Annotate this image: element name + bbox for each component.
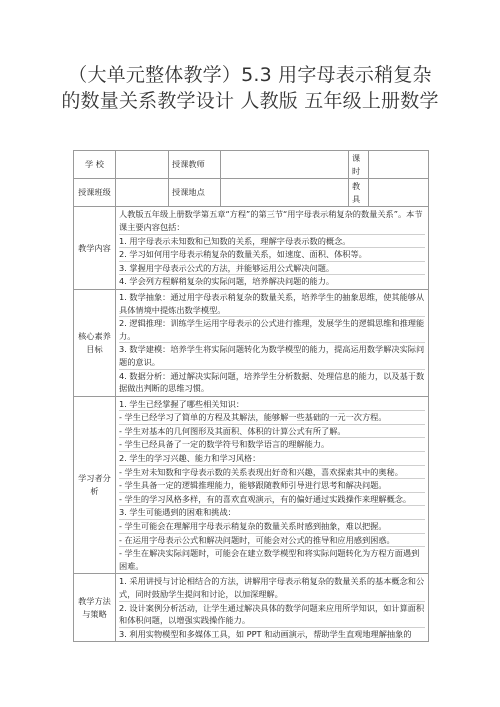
tools-label: 教具 bbox=[349, 179, 369, 207]
content-row bbox=[74, 207, 429, 290]
learner-item: - 学生可能会在理解用字母表示稍复杂的数量关系时感到抽象，难以把握。 bbox=[119, 519, 425, 533]
learner-body bbox=[116, 396, 429, 574]
header-row-1 bbox=[74, 151, 429, 179]
learner-item: - 在运用字母表示公式和解决问题时，可能会对公式的推导和应用感到困惑。 bbox=[119, 533, 425, 547]
tools-value bbox=[369, 179, 429, 207]
content-item: 1. 用字母表示未知数和已知数的关系，理解字母表示数的概念。 bbox=[119, 234, 425, 248]
learner-label: 学习者分析 bbox=[74, 396, 116, 574]
literacy-item: 4. 数据分析：通过解决实际问题，培养学生分析数据、处理信息的能力，以及基于数据做出判断的思维习惯。 bbox=[119, 370, 425, 394]
content-body bbox=[116, 207, 429, 290]
content-item: 4. 学会列方程解稍复杂的实际问题，培养解决问题的能力。 bbox=[119, 274, 425, 288]
hours-label: 课时 bbox=[349, 151, 369, 179]
content-label: 教学内容 bbox=[74, 207, 116, 290]
learner-item: 1. 学生已经掌握了哪些相关知识： bbox=[119, 398, 245, 409]
school-label: 学 校 bbox=[74, 151, 116, 179]
learner-item: - 学生具备一定的逻辑推理能力，能够跟随教师引导进行思考和解决问题。 bbox=[119, 478, 425, 492]
content-item: 2. 学习如何用字母表示稍复杂的数量关系，如速度、面积、体积等。 bbox=[119, 247, 425, 261]
learner-item: 2. 学生的学习兴趣、能力和学习风格： bbox=[119, 451, 425, 465]
place-label: 授课地点 bbox=[169, 179, 221, 207]
methods-item: 3. 利用实物模型和多媒体工具，如 PPT 和动画演示，帮助学生直观地理解抽象的 bbox=[119, 627, 425, 641]
teacher-value bbox=[221, 151, 349, 179]
lesson-plan-table bbox=[73, 150, 429, 642]
methods-body bbox=[116, 574, 429, 642]
content-intro: 人教版五年级上册数学第五章“方程”的第三节“用字母表示稍复杂的数量关系”。本节课主要内容包括： bbox=[119, 209, 423, 232]
document-title: （大单元整体教学）5.3 用字母表示稍复杂的数量关系教学设计 人教版 五年级上册数学 bbox=[61, 64, 439, 112]
learner-item: - 学生已经学习了简单的方程及其解法，能够解一些基础的一元一次方程。 bbox=[119, 410, 425, 424]
literacy-item: 3. 数学建模：培养学生将实际问题转化为数学模型的能力，提高运用数学解决实际问题的意识。 bbox=[119, 344, 425, 367]
literacy-item: 2. 逻辑推理：训练学生运用字母表示的公式进行推理，发展学生的逻辑思维和推理能力。 bbox=[119, 318, 425, 341]
class-label: 授课班级 bbox=[74, 179, 116, 207]
literacy-row bbox=[74, 289, 429, 396]
hours-value bbox=[369, 151, 429, 179]
learner-item: - 学生在解决实际问题时，可能会在建立数学模型和将实际问题转化为方程方面遇到困难。 bbox=[119, 546, 425, 572]
learner-item: - 学生对基本的几何图形及其面积、体积的计算公式有所了解。 bbox=[119, 424, 425, 438]
learner-item: 3. 学生可能遇到的困难和挑战： bbox=[119, 505, 425, 519]
learner-item: - 学生已经具备了一定的数学符号和数学语言的理解能力。 bbox=[119, 437, 425, 451]
content-item: 3. 掌握用字母表示公式的方法，并能够运用公式解决问题。 bbox=[119, 261, 425, 275]
methods-label: 教学方法与策略 bbox=[74, 574, 116, 642]
methods-row bbox=[74, 574, 429, 642]
learner-row bbox=[74, 396, 429, 574]
methods-item: 1. 采用讲授与讨论相结合的方法，讲解用字母表示稍复杂的数量关系的基本概念和公式，同时鼓励学生提问和讨论，以加深理解。 bbox=[119, 576, 425, 599]
methods-item: 2. 设计案例分析活动，让学生通过解决具体的数学问题来应用所学知识，如计算面积和体积问题，以增强实践操作能力。 bbox=[119, 602, 425, 626]
teacher-label: 授课教师 bbox=[169, 151, 221, 179]
place-value bbox=[221, 179, 349, 207]
literacy-label: 核心素养目标 bbox=[74, 289, 116, 396]
class-value bbox=[116, 179, 169, 207]
header-row-2 bbox=[74, 179, 429, 207]
literacy-body bbox=[116, 289, 429, 396]
literacy-item: 1. 数学抽象：通过用字母表示稍复杂的数量关系，培养学生的抽象思维，使其能够从具体情境中提炼出数学模型。 bbox=[119, 291, 425, 315]
school-value bbox=[116, 151, 169, 179]
learner-item: - 学生的学习风格多样，有的喜欢直观演示，有的偏好通过实践操作来理解概念。 bbox=[119, 492, 425, 506]
learner-item: - 学生对未知数和字母表示数的关系表现出好奇和兴趣，喜欢探索其中的奥秘。 bbox=[119, 465, 425, 479]
